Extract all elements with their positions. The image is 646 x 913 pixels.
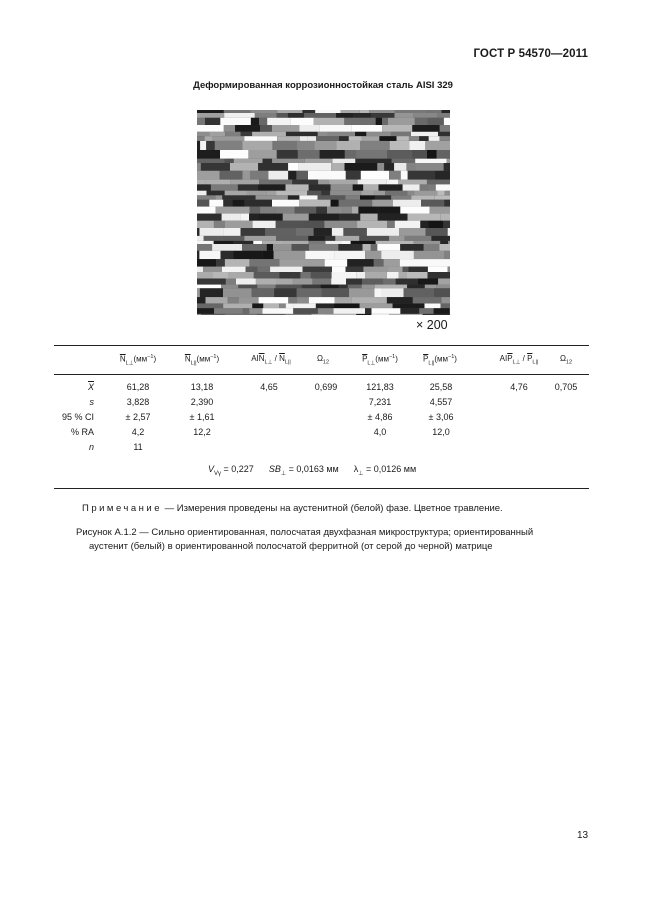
col-header-ai-n: $AI\overline{N}_{L\perp} / \overline{N}_{L||}$ <box>251 354 291 366</box>
table-cell: 4,65 <box>260 382 278 392</box>
table-cell: 12,0 <box>432 427 450 437</box>
summary-line: $V_{V\gamma} = 0,227$ $SB_\perp = 0,0163$ мм $\lambda_\perp = 0,0126$ мм <box>208 464 417 477</box>
table-cell: 11 <box>133 442 143 452</box>
table-cell: ± 3,06 <box>428 412 454 422</box>
table-cell: ± 1,61 <box>189 412 215 422</box>
col-header-pl-par: $\overline{P}_{L||}(мм^{-1})$ <box>423 354 457 367</box>
table-cell: 4,0 <box>373 427 387 437</box>
table-cell: 0,705 <box>554 382 578 392</box>
table-cell: 121,83 <box>366 382 394 392</box>
table-cell: 25,58 <box>429 382 453 392</box>
page-number: 13 <box>577 830 589 841</box>
row-label-std: s <box>89 397 94 407</box>
col-header-omega-1: $\Omega_{12}$ <box>316 354 330 366</box>
figure-note: Примечание — Измерения проведены на аустенитной (белой) фазе. Цветное травление. <box>82 503 503 514</box>
col-header-ai-p: $AI\overline{P}_{L\perp} / \overline{P}_{L||}$ <box>499 354 539 366</box>
standard-code: ГОСТ Р 54570—2011 <box>473 48 588 60</box>
table-cell: 7,231 <box>368 397 392 407</box>
table-cell: 4,76 <box>510 382 528 392</box>
col-header-nl-perp: $\overline{N}_{L\perp}(мм^{-1})$ <box>119 354 157 367</box>
table-cell: 13,18 <box>190 382 214 392</box>
col-header-nl-par: $\overline{N}_{L||}(мм^{-1})$ <box>184 354 220 367</box>
table-bottom-rule <box>54 488 589 489</box>
figure-caption: Рисунок А.1.2 — Сильно ориентированная, полосчатая двухфазная микроструктура; ориентированный аустенит (белый) в ориентированной полосчатой ферритной (от серой до черной) матрице <box>76 527 534 552</box>
col-header-pl-perp: $\overline{P}_{L\perp}(мм^{-1})$ <box>362 354 398 367</box>
table-cell: 4,2 <box>131 427 145 437</box>
table-cell: ± 2,57 <box>125 412 151 422</box>
table-cell: 0,699 <box>314 382 338 392</box>
row-label-ra: % RA <box>70 427 94 437</box>
table-cell: 4,557 <box>429 397 453 407</box>
table-top-rule <box>54 345 589 346</box>
figure-title: Деформированная коррозионностойкая сталь AISI 329 <box>193 80 453 91</box>
magnification-label: × 200 <box>416 318 448 332</box>
micrograph-image <box>197 110 450 315</box>
table-cell: ± 4,86 <box>367 412 393 422</box>
table-cell: 3,828 <box>126 397 150 407</box>
row-label-n: n <box>88 442 94 452</box>
row-label-mean: $\overline{X}$ <box>87 382 94 392</box>
table-cell: 12,2 <box>193 427 211 437</box>
table-cell: 2,390 <box>190 397 214 407</box>
row-label-ci: 95 % CI <box>61 412 94 422</box>
table-header-rule <box>54 374 589 375</box>
col-header-omega-2: $\Omega_{12}$ <box>559 354 573 366</box>
table-cell: 61,28 <box>126 382 150 392</box>
